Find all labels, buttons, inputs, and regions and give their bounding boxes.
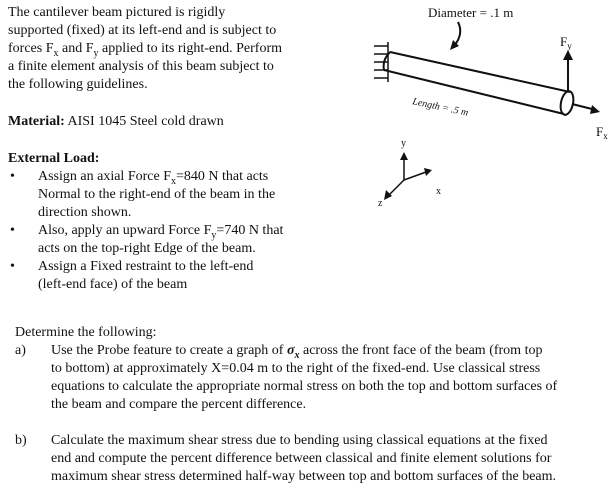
axis-x-arrowhead — [424, 168, 432, 176]
fx-arrowhead — [590, 105, 600, 114]
question-a-label: a) — [15, 343, 26, 358]
question-a-line-1: Use the Probe feature to create a graph of $\sigma_x$ across the front face of the beam (from top — [51, 343, 543, 361]
intro-line-1: The cantilever beam pictured is rigidly — [8, 5, 226, 20]
axis-x-label: x — [436, 186, 441, 197]
intro-line-2: supported (fixed) at its left-end and is subject to — [8, 23, 277, 38]
question-b-line-1: Calculate the maximum shear stress due to bending using classical equations at the fixed — [51, 433, 548, 448]
question-a-line-2: to bottom) at approximately X=0.04 m to the right of the fixed-end. Use classical stress — [51, 361, 541, 376]
question-b-label: b) — [15, 433, 27, 448]
axis-z-label: z — [378, 198, 383, 209]
fx-label: $F_x$ — [596, 124, 608, 141]
bullet-marker: • — [10, 169, 15, 184]
question-b-line-2: end and compute the percent difference between classical and finite element solutions for — [51, 451, 552, 466]
external-load-heading: External Load: — [8, 151, 100, 166]
diameter-label: Diameter = .1 m — [428, 5, 514, 20]
fy-label: $F_y$ — [560, 34, 572, 51]
intro-line-4: a finite element analysis of this beam subject to — [8, 59, 274, 74]
beam-figure — [360, 0, 614, 215]
material-label: Material: — [8, 114, 65, 129]
bullet-1-line-1: Assign an axial Force $F_x=840$ N that acts — [38, 169, 269, 187]
bullet-marker: • — [10, 259, 15, 274]
intro-line-5: the following guidelines. — [8, 77, 148, 92]
bullet-2-line-1: Also, apply an upward Force $F_y=740$ N that — [38, 223, 284, 241]
bullet-1-line-2: Normal to the right-end of the beam in the — [38, 187, 276, 202]
question-b-line-3: maximum shear stress determined half-way between top and bottom surfaces of the beam. — [51, 469, 557, 484]
material-line — [8, 113, 224, 131]
bullet-marker: • — [10, 223, 15, 238]
bullet-3-line-1: Assign a Fixed restraint to the left-end — [38, 259, 254, 274]
intro-line-3: forces $F_x$ and $F_y$ applied to its right-end. Perform — [8, 41, 283, 59]
bullet-1-line-3: direction shown. — [38, 205, 132, 220]
coordinate-axes — [388, 158, 426, 196]
axis-y-arrowhead — [400, 152, 408, 160]
fixed-support — [374, 42, 388, 82]
question-a-line-3: equations to calculate the appropriate normal stress on both the top and bottom surfaces of — [51, 379, 558, 394]
bullet-3-line-2: (left-end face) of the beam — [38, 277, 188, 292]
fy-arrowhead — [563, 50, 573, 60]
question-a-line-4: the beam and compare the percent difference. — [51, 397, 307, 412]
material-value: AISI 1045 Steel cold drawn — [64, 114, 224, 129]
axis-y-label: y — [401, 138, 406, 149]
bullet-2-line-2: acts on the top-right Edge of the beam. — [38, 241, 256, 256]
axis-z-arrowhead — [384, 190, 392, 200]
length-label: Length = .5 m — [411, 96, 470, 119]
determine-heading: Determine the following: — [15, 325, 157, 340]
